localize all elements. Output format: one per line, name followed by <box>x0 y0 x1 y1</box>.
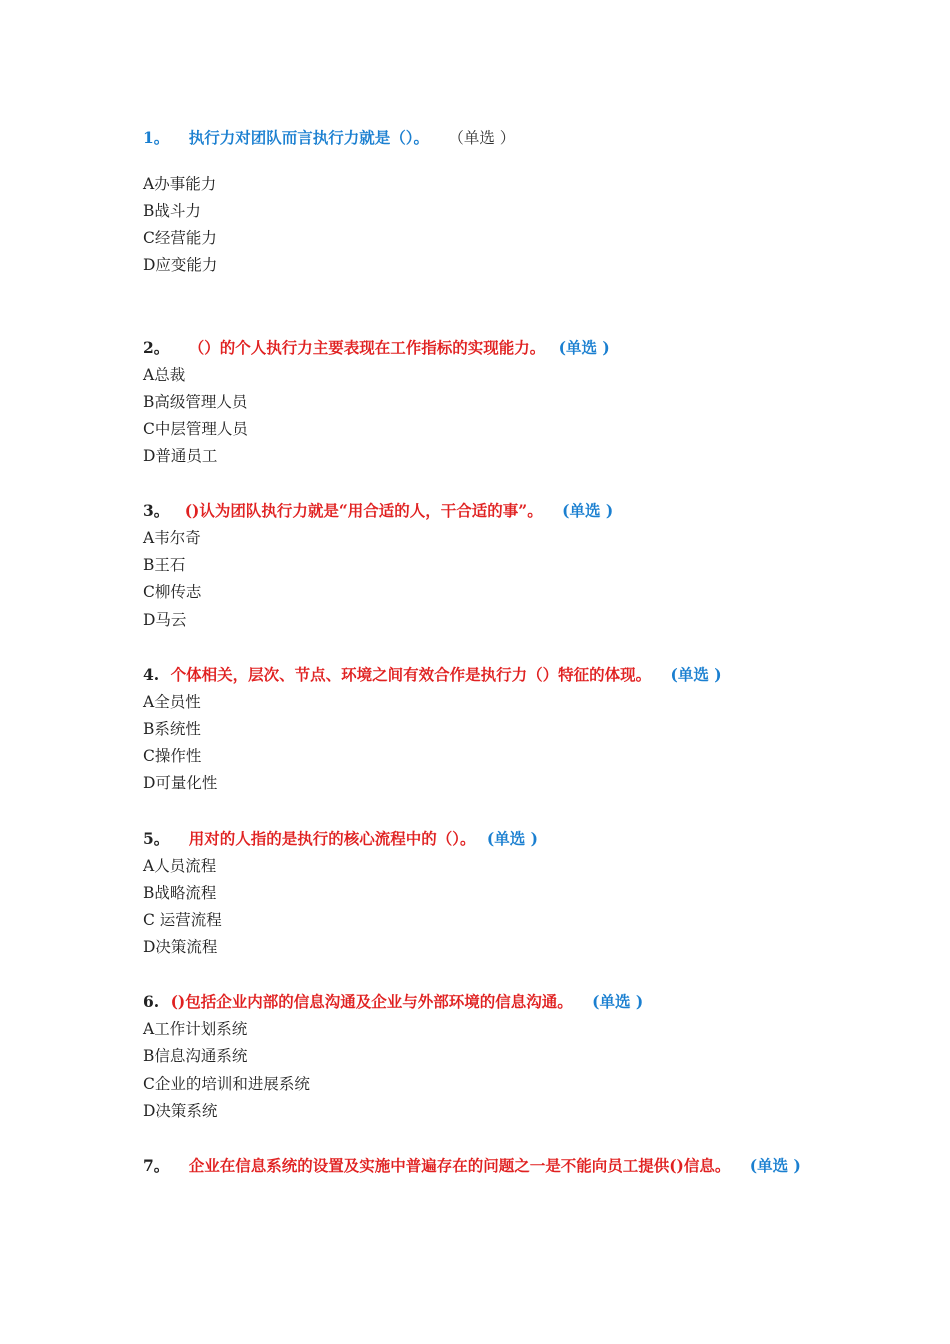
question-type: (单选 ) <box>486 829 538 848</box>
option-d: D应变能力 <box>143 256 218 274</box>
option-c: C操作性 <box>143 747 202 765</box>
question-type: (单选 ) <box>749 1156 801 1175</box>
question-7 <box>143 1154 803 1178</box>
option-a: A工作计划系统 <box>143 1020 248 1038</box>
option-c: C中层管理人员 <box>143 420 248 438</box>
question-number: 7。 <box>143 1156 170 1175</box>
question-text: 用对的人指的是执行的核心流程中的（）。 <box>188 829 476 848</box>
question-text: 个体相关，层次、节点、环境之间有效合作是执行力（）特征的体现。 <box>170 665 652 684</box>
question-text: 执行力对团队而言执行力就是（）。 <box>188 128 429 147</box>
option-d: D决策流程 <box>143 938 218 956</box>
question-4 <box>143 663 823 687</box>
option-a: A办事能力 <box>143 175 217 193</box>
option-a: A人员流程 <box>143 857 217 875</box>
question-number: 6. <box>143 992 160 1011</box>
question-type: （单选 ） <box>448 129 516 147</box>
option-d: D可量化性 <box>143 774 218 792</box>
question-number: 4. <box>143 665 160 684</box>
option-d: D马云 <box>143 611 187 629</box>
question-number: 1。 <box>143 128 170 147</box>
option-d: D普通员工 <box>143 447 218 465</box>
option-d: D决策系统 <box>143 1102 218 1120</box>
question-6 <box>143 990 823 1014</box>
question-text: ()认为团队执行力就是“用合适的人，干合适的事”。 <box>184 501 543 520</box>
option-b: B系统性 <box>143 720 201 738</box>
option-b: B信息沟通系统 <box>143 1047 248 1065</box>
option-c: C企业的培训和进展系统 <box>143 1075 310 1093</box>
question-type: (单选 ) <box>562 501 614 520</box>
option-a: A韦尔奇 <box>143 529 201 547</box>
option-b: B高级管理人员 <box>143 393 248 411</box>
question-1 <box>143 126 823 150</box>
option-c: C 运营流程 <box>143 911 222 929</box>
question-type: (单选 ) <box>592 992 644 1011</box>
option-b: B战斗力 <box>143 202 201 220</box>
question-type: (单选 ) <box>558 338 610 357</box>
option-a: A全员性 <box>143 693 201 711</box>
question-number: 3。 <box>143 501 170 520</box>
question-text: ()包括企业内部的信息沟通及企业与外部环境的信息沟通。 <box>170 992 573 1011</box>
option-b: B战略流程 <box>143 884 217 902</box>
option-c: C柳传志 <box>143 583 202 601</box>
question-5 <box>143 827 823 851</box>
question-type: (单选 ) <box>670 665 722 684</box>
option-c: C经营能力 <box>143 229 217 247</box>
question-number: 5。 <box>143 829 170 848</box>
question-3 <box>143 499 823 523</box>
option-a: A总裁 <box>143 366 186 384</box>
question-number: 2。 <box>143 338 170 357</box>
question-text: （）的个人执行力主要表现在工作指标的实现能力。 <box>188 338 546 357</box>
option-b: B王石 <box>143 556 186 574</box>
question-text: 企业在信息系统的设置及实施中普遍存在的问题之一是不能向员工提供()信息。 <box>188 1156 731 1175</box>
question-2 <box>143 336 823 360</box>
